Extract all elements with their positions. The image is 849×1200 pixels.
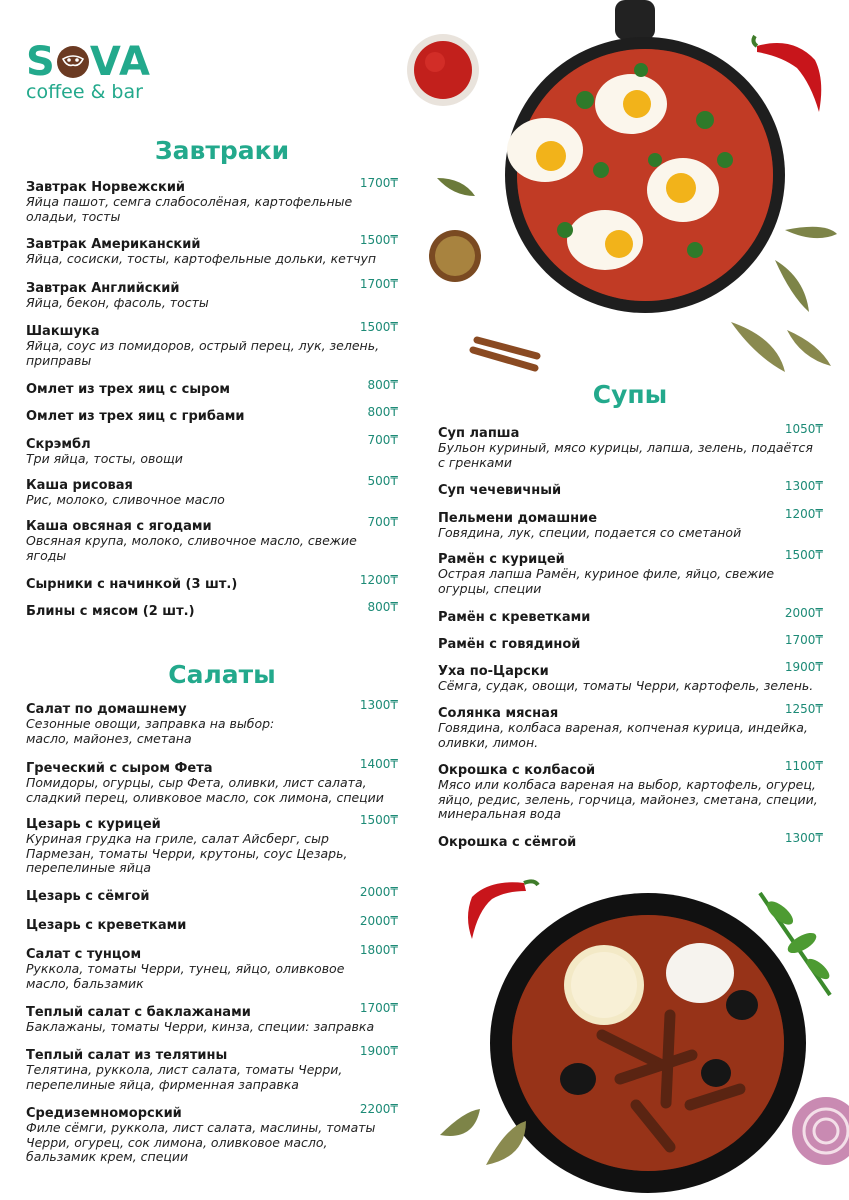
menu-item: Завтрак Американский Яйца, сосиски, тосты, картофельные дольки, кетчуп 1500₸ <box>26 233 398 266</box>
menu-item: Суп чечевичный 1300₸ <box>438 479 823 498</box>
menu-item: Омлет из трех яиц с грибами 800₸ <box>26 405 398 424</box>
breakfast-title: Завтраки <box>154 136 290 165</box>
menu-item: Теплый салат из телятины Телятина, руккола, лист салата, томаты Черри, перепелиные яйца, фирменная заправка 1900₸ <box>26 1044 398 1092</box>
menu-item: Завтрак Английский Яйца, бекон, фасоль, тосты 1700₸ <box>26 277 398 310</box>
menu-item: Суп лапша Бульон куриный, мясо курицы, лапша, зелень, подаётся с гренками 1050₸ <box>438 422 823 470</box>
brand-subtitle: coffee & bar <box>26 81 143 103</box>
menu-item: Салат по домашнему Сезонные овощи, заправка на выбор: масло, майонез, сметана 1300₸ <box>26 698 398 746</box>
menu-item: Рамён с креветками 2000₸ <box>438 606 823 625</box>
menu-item: Пельмени домашние Говядина, лук, специи, подается со сметаной 1200₸ <box>438 507 823 540</box>
menu-item: Цезарь с креветками 2000₸ <box>26 914 398 933</box>
brand-logo <box>26 40 166 110</box>
menu-item: Греческий с сыром Фета Помидоры, огурцы, сыр Фета, оливки, лист салата, сладкий перец, оливковое масло, сок лимона, специи 1400₸ <box>26 757 398 805</box>
menu-item: Завтрак Норвежский Яйца пашот, семга слабосолёная, картофельные оладьи, тосты 1700₸ <box>26 176 398 224</box>
menu-item: Блины с мясом (2 шт.) 800₸ <box>26 600 398 619</box>
menu-item: Окрошка с сёмгой 1300₸ <box>438 831 823 850</box>
salads-title: Салаты <box>168 660 276 689</box>
menu-item: Теплый салат с баклажанами Баклажаны, томаты Черри, кинза, специи: заправка 1700₸ <box>26 1001 398 1034</box>
menu-item: Цезарь с курицей Куриная грудка на гриле, салат Айсберг, сыр Пармезан, томаты Черри, крутоны, соус Цезарь, перепелиные яйца 1500₸ <box>26 813 398 875</box>
soups-title: Супы <box>592 380 668 409</box>
brand-name: S VA <box>26 39 152 85</box>
shakshuka-photo <box>405 0 849 385</box>
menu-item: Цезарь с сёмгой 2000₸ <box>26 885 398 904</box>
solyanka-photo <box>430 865 849 1200</box>
menu-item: Каша овсяная с ягодами Овсяная крупа, молоко, сливочное масло, свежие ягоды 700₸ <box>26 515 398 563</box>
menu-item: Средиземноморский Филе сёмги, руккола, лист салата, маслины, томаты Черри, огурец, сок лимона, оливковое масло, бальзамик крем, специи 2200₸ <box>26 1102 398 1164</box>
menu-item: Омлет из трех яиц с сыром 800₸ <box>26 378 398 397</box>
menu-item: Скрэмбл Три яйца, тосты, овощи 700₸ <box>26 433 398 466</box>
menu-item: Солянка мясная Говядина, колбаса вареная, копченая курица, индейка, оливки, лимон. 1250₸ <box>438 702 823 750</box>
menu-item: Каша рисовая Рис, молоко, сливочное масло 500₸ <box>26 474 398 507</box>
menu-item: Уха по-Царски Сёмга, судак, овощи, томаты Черри, картофель, зелень. 1900₸ <box>438 660 823 693</box>
owl-icon <box>57 46 89 78</box>
menu-item: Рамён с курицей Острая лапша Рамён, куриное филе, яйцо, свежие огурцы, специи 1500₸ <box>438 548 823 596</box>
menu-item: Сырники с начинкой (3 шт.) 1200₸ <box>26 573 398 592</box>
menu-item: Рамён с говядиной 1700₸ <box>438 633 823 652</box>
menu-item: Окрошка с колбасой Мясо или колбаса вареная на выбор, картофель, огурец, яйцо, редис, зелень, горчица, майонез, сметана, специи, минеральная вода 1100₸ <box>438 759 823 821</box>
menu-item: Салат с тунцом Руккола, томаты Черри, тунец, яйцо, оливковое масло, бальзамик 1800₸ <box>26 943 398 991</box>
menu-item: Шакшука Яйца, соус из помидоров, острый перец, лук, зелень, приправы 1500₸ <box>26 320 398 368</box>
